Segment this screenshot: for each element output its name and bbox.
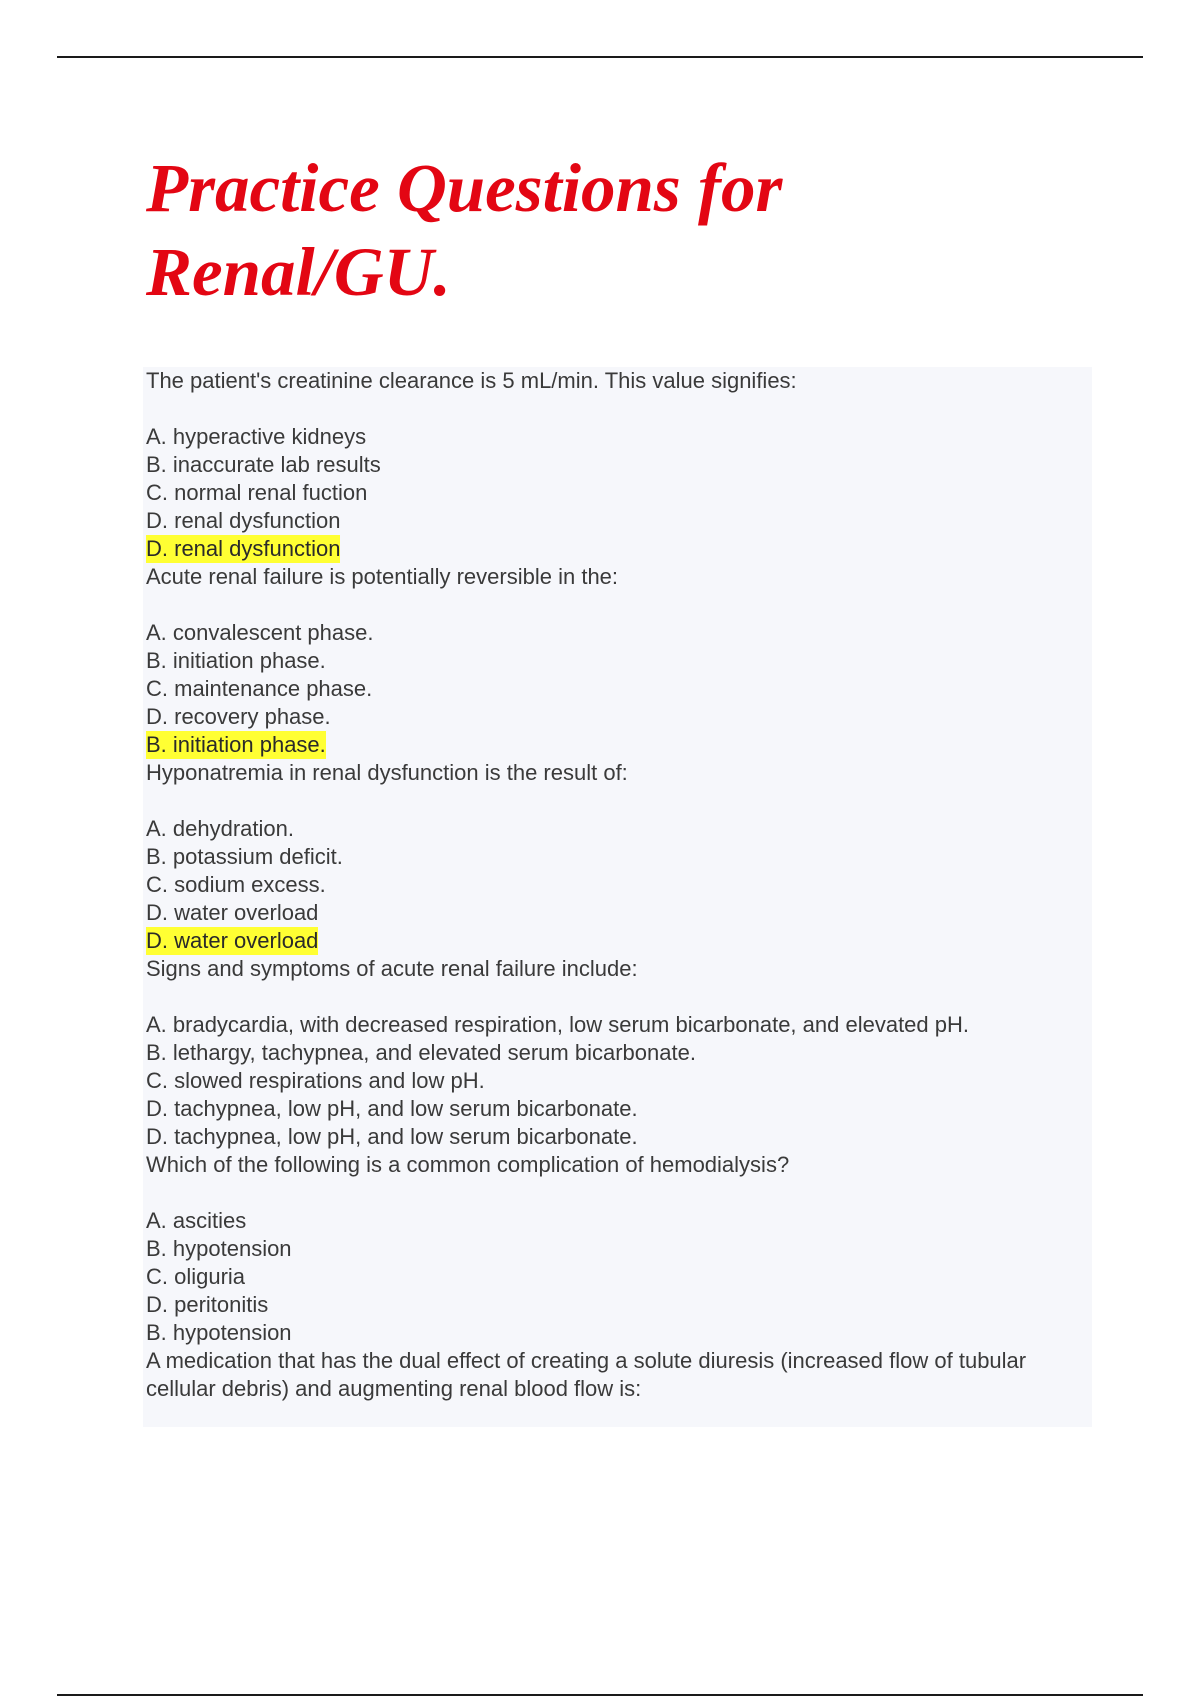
option-b: B. lethargy, tachypnea, and elevated serum bicarbonate. [146, 1040, 696, 1065]
option-b: B. potassium deficit. [146, 844, 343, 869]
answer-text: D. tachypnea, low pH, and low serum bicarbonate. [146, 1124, 638, 1149]
question-text: Acute renal failure is potentially reversible in the: [146, 564, 619, 589]
option-b: B. initiation phase. [146, 648, 326, 673]
option-d: D. recovery phase. [146, 704, 331, 729]
question-item [146, 367, 1092, 563]
question-text: Signs and symptoms of acute renal failure include: [146, 956, 638, 981]
title-line: Renal/GU. [146, 234, 451, 310]
option-d: D. renal dysfunction [146, 508, 341, 533]
question-item [146, 563, 1092, 759]
question-text: Which of the following is a common complication of hemodialysis? [146, 1152, 790, 1177]
answer-highlighted: B. initiation phase. [146, 732, 326, 757]
option-c: C. normal renal fuction [146, 480, 368, 505]
answer-highlighted: D. water overload [146, 928, 319, 953]
option-b: B. inaccurate lab results [146, 452, 381, 477]
question-item [146, 1347, 1092, 1403]
top-rule [57, 56, 1143, 58]
option-c: C. maintenance phase. [146, 676, 373, 701]
questions-block [143, 367, 1092, 1427]
option-c: C. oliguria [146, 1264, 246, 1289]
option-d: D. water overload [146, 900, 319, 925]
question-text: A medication that has the dual effect of creating a solute diuresis (increased flow of tubular cellular debris) and augmenting renal blood flow is: [146, 1348, 1027, 1401]
option-d: D. tachypnea, low pH, and low serum bicarbonate. [146, 1096, 638, 1121]
option-c: C. sodium excess. [146, 872, 326, 897]
option-a: A. hyperactive kidneys [146, 424, 367, 449]
bottom-rule [57, 1694, 1143, 1696]
document-title [146, 146, 1126, 314]
answer-highlighted: D. renal dysfunction [146, 536, 341, 561]
option-a: A. bradycardia, with decreased respiration, low serum bicarbonate, and elevated pH. [146, 1012, 970, 1037]
option-a: A. convalescent phase. [146, 620, 374, 645]
option-a: A. ascities [146, 1208, 247, 1233]
question-text: Hyponatremia in renal dysfunction is the result of: [146, 760, 628, 785]
title-line: Practice Questions for [146, 150, 783, 226]
option-a: A. dehydration. [146, 816, 294, 841]
option-c: C. slowed respirations and low pH. [146, 1068, 485, 1093]
question-text: The patient's creatinine clearance is 5 mL/min. This value signifies: [146, 368, 797, 393]
option-d: D. peritonitis [146, 1292, 269, 1317]
option-b: B. hypotension [146, 1236, 292, 1261]
question-item [146, 955, 1092, 1151]
question-item [146, 1151, 1092, 1347]
answer-text: B. hypotension [146, 1320, 292, 1345]
question-item [146, 759, 1092, 955]
